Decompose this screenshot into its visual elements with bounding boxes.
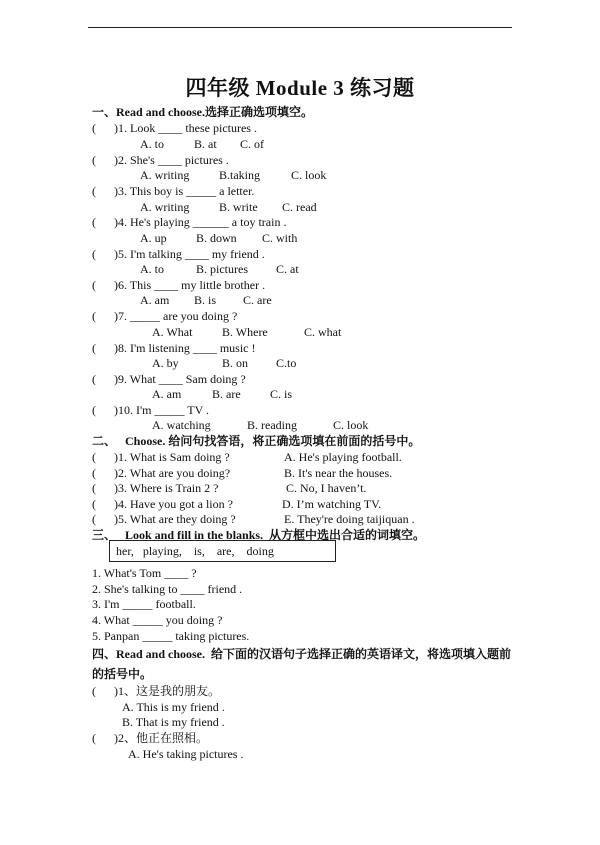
question-9: ( )9. What ____ Sam doing ? — [92, 372, 246, 386]
match-question-4: ( )4. Have you got a lion ? — [92, 497, 233, 511]
q9-option-b: B. are — [212, 387, 241, 401]
question-4: ( )4. He's playing ______ a toy train . — [92, 215, 287, 229]
q1-option-a: A. to — [140, 137, 164, 151]
q7-option-c: C. what — [304, 325, 342, 339]
section-2-heading: 二、 Choose. 给问句找答语，将正确选项填在前面的括号中。 — [92, 434, 421, 448]
question-2: ( )2. She's ____ pictures . — [92, 153, 229, 167]
question-10: ( )10. I'm _____ TV . — [92, 403, 210, 417]
q10-option-c: C. look — [333, 418, 369, 432]
translate-q1-option-b: B. That is my friend . — [122, 715, 225, 729]
match-question-5: ( )5. What are they doing ? — [92, 512, 236, 526]
question-3: ( )3. This boy is _____ a letter. — [92, 184, 255, 198]
q6-option-c: C. are — [243, 293, 272, 307]
top-rule — [88, 27, 512, 28]
match-question-3: ( )3. Where is Train 2 ? — [92, 481, 219, 495]
q1-option-b: B. at — [194, 137, 217, 151]
q1-option-c: C. of — [240, 137, 264, 151]
translate-q2-option-a: A. He's taking pictures . — [128, 747, 244, 761]
q7-option-a: A. What — [152, 325, 193, 339]
question-1: ( )1. Look ____ these pictures . — [92, 121, 257, 135]
q8-option-c: C.to — [276, 356, 297, 370]
q8-option-b: B. on — [222, 356, 249, 370]
match-answer-d: D. I’m watching TV. — [282, 497, 382, 511]
fill-blank-5: 5. Panpan _____ taking pictures. — [92, 629, 250, 643]
q10-option-b: B. reading — [247, 418, 297, 432]
q3-option-c: C. read — [282, 200, 317, 214]
question-8: ( )8. I'm listening ____ music ! — [92, 341, 256, 355]
translate-question-2: ( )2、他正在照相。 — [92, 731, 208, 745]
fill-blank-1: 1. What's Tom ____ ? — [92, 566, 197, 580]
q10-option-a: A. watching — [152, 418, 211, 432]
word-bank-box — [109, 540, 336, 562]
translate-question-1: ( )1、这是我的朋友。 — [92, 684, 220, 698]
section-1-heading: 一、Read and choose.选择正确选项填空。 — [92, 105, 314, 119]
section-3-heading: 三、 Look and fill in the blanks. 从方框中选出合适的词填空。 — [92, 528, 426, 542]
q2-option-b: B.taking — [219, 168, 260, 182]
match-answer-b: B. It's near the houses. — [284, 466, 393, 480]
match-answer-e: E. They're doing taijiquan . — [284, 512, 415, 526]
q9-option-a: A. am — [152, 387, 182, 401]
match-question-2: ( )2. What are you doing? — [92, 466, 231, 480]
fill-blank-2: 2. She's talking to ____ friend . — [92, 582, 243, 596]
fill-blank-3: 3. I'm _____ football. — [92, 597, 196, 611]
q2-option-c: C. look — [291, 168, 327, 182]
q2-option-a: A. writing — [140, 168, 190, 182]
question-7: ( )7. _____ are you doing ? — [92, 309, 238, 323]
q9-option-c: C. is — [270, 387, 293, 401]
q4-option-c: C. with — [262, 231, 298, 245]
q3-option-a: A. writing — [140, 200, 190, 214]
q4-option-b: B. down — [196, 231, 237, 245]
match-answer-c: C. No, I haven’t. — [286, 481, 367, 495]
q5-option-b: B. pictures — [196, 262, 248, 276]
fill-blank-4: 4. What _____ you doing ? — [92, 613, 223, 627]
page-title: 四年级 Module 3 练习题 — [185, 76, 415, 100]
q6-option-b: B. is — [194, 293, 217, 307]
q6-option-a: A. am — [140, 293, 170, 307]
question-5: ( )5. I'm talking ____ my friend . — [92, 247, 265, 261]
q5-option-c: C. at — [276, 262, 299, 276]
translate-q1-option-a: A. This is my friend . — [122, 700, 225, 714]
section-4-heading: 四、Read and choose. 给下面的汉语句子选择正确的英语译文，将选项填入题前 — [92, 647, 512, 661]
q3-option-b: B. write — [219, 200, 258, 214]
match-answer-a: A. He's playing football. — [284, 450, 402, 464]
word-bank-words: her, playing, is, are, doing — [116, 544, 274, 558]
section-4-heading-cont: 的括号中。 — [92, 667, 153, 681]
question-6: ( )6. This ____ my little brother . — [92, 278, 266, 292]
q7-option-b: B. Where — [222, 325, 268, 339]
q8-option-a: A. by — [152, 356, 179, 370]
match-question-1: ( )1. What is Sam doing ? — [92, 450, 230, 464]
q5-option-a: A. to — [140, 262, 164, 276]
q4-option-a: A. up — [140, 231, 167, 245]
